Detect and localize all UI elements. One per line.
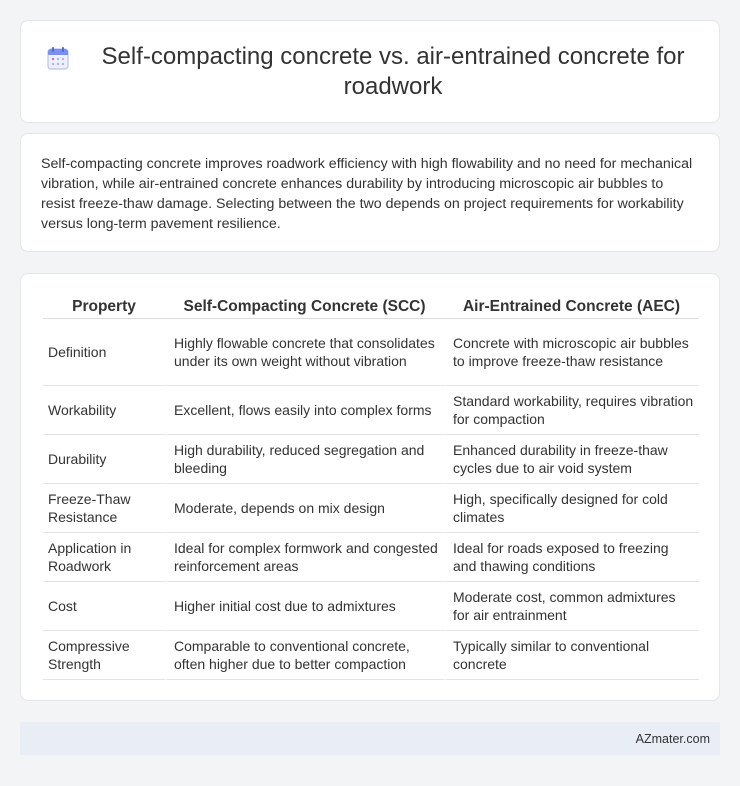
table-row: [43, 631, 699, 680]
calendar-icon: [47, 46, 69, 70]
title-wrap: [47, 42, 693, 102]
comparison-table: [43, 296, 699, 680]
table-cell-aec: Ideal for roads exposed to freezing and thawing conditions: [444, 533, 699, 582]
title-card: [20, 20, 720, 123]
table-row: [43, 533, 699, 582]
table-header-row: [43, 296, 699, 319]
summary-text: Self-compacting concrete improves roadwork efficiency with high flowability and no need for mechanical vibration, while air-entrained concrete enhances durability by introducing microscopic air bubbles to resist freeze-thaw damage. Selecting between the two depends on project requirements for workability versus long-term pavement resilience.: [41, 156, 693, 232]
table-row: [43, 319, 699, 386]
table-row: [43, 386, 699, 435]
table-cell-aec: High, specifically designed for cold climates: [444, 484, 699, 533]
header-property: Property: [43, 296, 165, 319]
table-row: [43, 582, 699, 631]
table-cell-property: Compressive Strength: [43, 631, 165, 680]
table-cell-scc: Higher initial cost due to admixtures: [165, 582, 444, 631]
header-scc: Self-Compacting Concrete (SCC): [165, 296, 444, 319]
table-cell-aec: Standard workability, requires vibration for compaction: [444, 386, 699, 435]
table-cell-aec: Moderate cost, common admixtures for air entrainment: [444, 582, 699, 631]
page-title: Self-compacting concrete vs. air-entrained concrete for roadwork: [101, 42, 685, 100]
comparison-card: [20, 273, 720, 701]
table-cell-property: Cost: [43, 582, 165, 631]
table-cell-scc: Highly flowable concrete that consolidates under its own weight without vibration: [165, 319, 444, 386]
table-cell-property: Application in Roadwork: [43, 533, 165, 582]
table-cell-scc: Ideal for complex formwork and congested reinforcement areas: [165, 533, 444, 582]
table-cell-property: Freeze-Thaw Resistance: [43, 484, 165, 533]
table-row: [43, 484, 699, 533]
table-cell-scc: Comparable to conventional concrete, often higher due to better compaction: [165, 631, 444, 680]
table-cell-property: Definition: [43, 319, 165, 386]
table-cell-scc: High durability, reduced segregation and bleeding: [165, 435, 444, 484]
summary-card: [20, 133, 720, 252]
table-row: [43, 435, 699, 484]
table-cell-scc: Moderate, depends on mix design: [165, 484, 444, 533]
table-cell-aec: Enhanced durability in freeze-thaw cycles due to air void system: [444, 435, 699, 484]
table-cell-property: Durability: [43, 435, 165, 484]
table-cell-aec: Concrete with microscopic air bubbles to improve freeze-thaw resistance: [444, 319, 699, 386]
table-cell-scc: Excellent, flows easily into complex forms: [165, 386, 444, 435]
table-cell-aec: Typically similar to conventional concrete: [444, 631, 699, 680]
table-cell-property: Workability: [43, 386, 165, 435]
header-aec: Air-Entrained Concrete (AEC): [444, 296, 699, 319]
footer-site-name: AZmater.com: [635, 731, 710, 746]
footer: [20, 722, 720, 755]
